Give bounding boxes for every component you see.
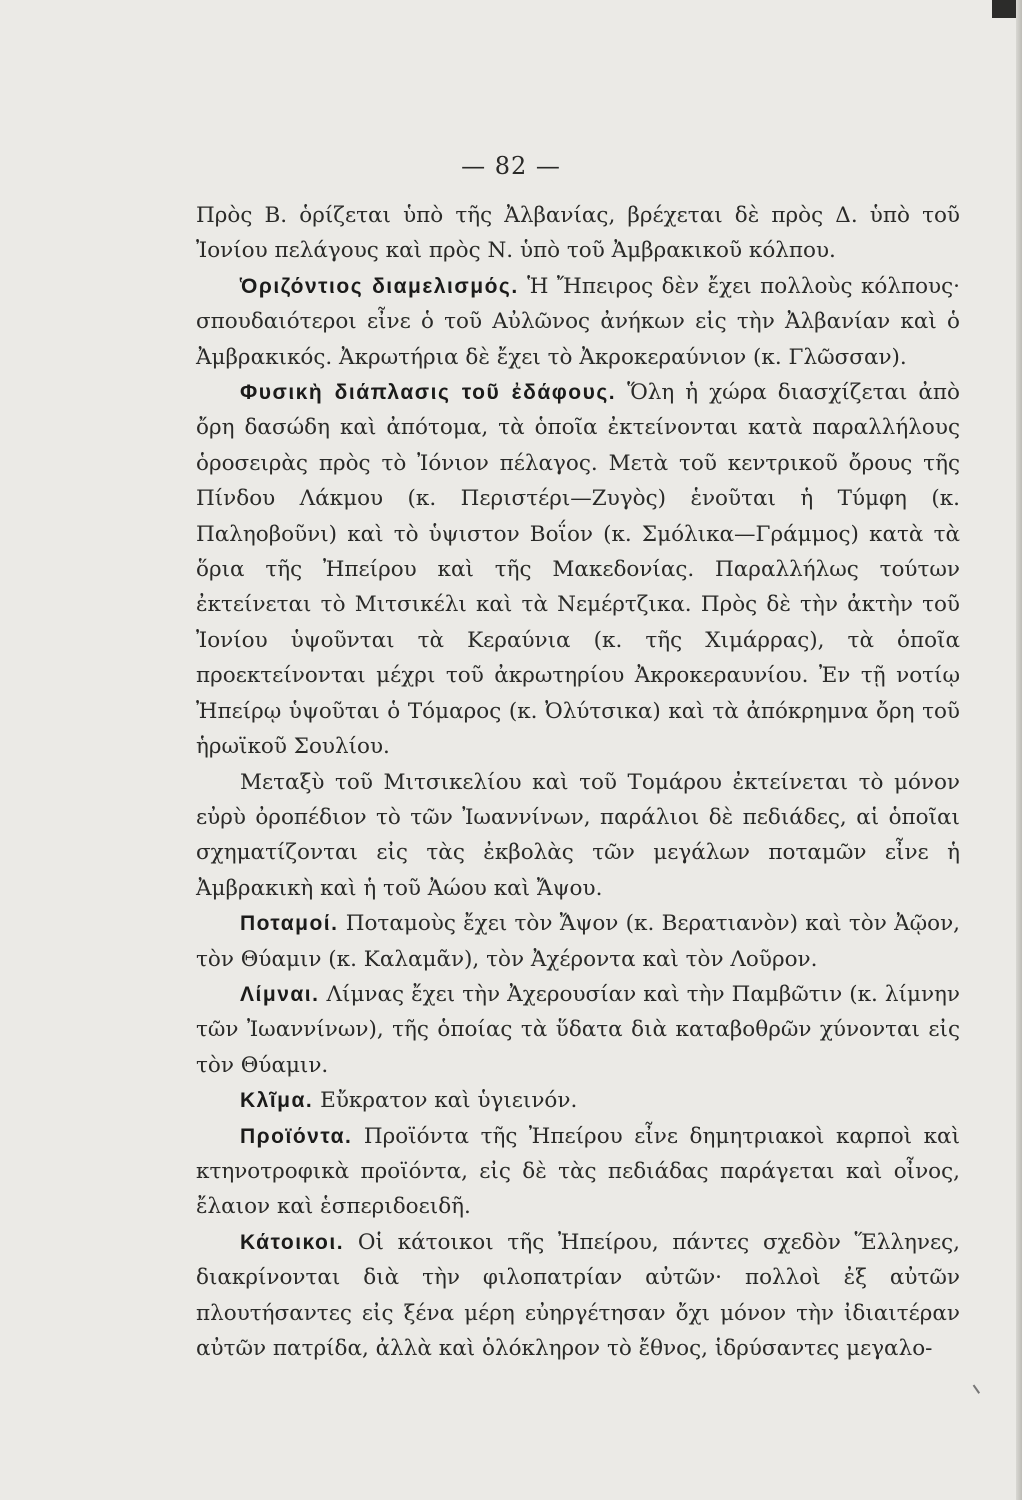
page-number: — 82 —	[461, 152, 561, 180]
body-text	[196, 198, 960, 1366]
paragraph-text: Λίμνας ἔχει τὴν Ἀχερουσίαν καὶ τὴν Παμβῶτιν (κ. λίμνην τῶν Ἰωαννίνων), τῆς ὁποίας τὰ ὕδατα διὰ καταβοθρῶν χύνονται εἰς τὸν Θύαμιν.	[196, 981, 960, 1078]
paragraph-horizontal-division	[196, 269, 960, 375]
paragraph-text: Οἱ κάτοικοι τῆς Ἠπείρου, πάντες σχεδὸν Ἕλληνες, διακρίνονται διὰ τὴν φιλοπατρίαν αὐτῶν· πολλοὶ ἐξ αὐτῶν πλουτήσαντες εἰς ξένα μέρη εὐηργέτησαν ὄχι μόνον τὴν ἰδιαιτέραν αὐτῶν πατρίδα, ἀλλὰ καὶ ὁλόκληρον τὸ ἔθνος, ἱδρύσαντες μεγαλο-	[196, 1229, 960, 1361]
paragraph-text: Προϊόντα τῆς Ἠπείρου εἶνε δημητριακοὶ καρποὶ καὶ κτηνοτροφικὰ προϊόντα, εἰς δὲ τὰς πεδιάδας παράγεται καὶ οἶνος, ἔλαιον καὶ ἑσπεριδοειδῆ.	[196, 1123, 960, 1220]
paragraph-text: Πρὸς Β. ὁρίζεται ὑπὸ τῆς Ἀλβανίας, βρέχεται δὲ πρὸς Δ. ὑπὸ τοῦ Ἰονίου πελάγους καὶ πρὸς Ν. ὑπὸ τοῦ Ἀμβρακικοῦ κόλπου.	[196, 203, 960, 264]
paragraph-intro	[196, 198, 960, 269]
paragraph-text: Ὅλη ἡ χώρα διασχίζεται ἀπὸ ὄρη δασώδη καὶ ἀπότομα, τὰ ὁποῖα ἐκτείνονται κατὰ παραλλήλους ὁροσειρὰς πρὸς τὸ Ἰόνιον πέλαγος. Μετὰ τοῦ κεντρικοῦ ὄρους τῆς Πίνδου Λάκμου (κ. Περιστέρι—Ζυγὸς) ἑνοῦται ἡ Τύμφη (κ. Παληοβοῦνι) καὶ τὸ ὑψιστον Βοΐον (κ. Σμόλικα—Γράμμος) κατὰ τὰ ὅρια τῆς Ἠπείρου καὶ τῆς Μακεδονίας. Παραλλήλως τούτων ἐκτείνεται τὸ Μιτσικέλι καὶ τὰ Νεμέρτζικα. Πρὸς δὲ τὴν ἀκτὴν τοῦ Ἰονίου ὑψοῦνται τὰ Κεραύνια (κ. τῆς Χιμάρρας), τὰ ὁποῖα προεκτείνονται μέχρι τοῦ ἀκρωτηρίου Ἀκροκεραυνίου. Ἐν τῇ νοτίῳ Ἠπείρῳ ὑψοῦται ὁ Τόμαρος (κ. Ὀλύτσικα) καὶ τὰ ἀπόκρημνα ὄρη τοῦ ἡρωϊκοῦ Σουλίου.	[196, 380, 960, 760]
paragraph-rivers	[196, 906, 960, 977]
paragraph-text: Εὔκρατον καὶ ὑγιεινόν.	[320, 1088, 578, 1114]
paragraph-inhabitants	[196, 1225, 960, 1367]
paragraph-text: Ἡ Ἤπειρος δὲν ἔχει πολλοὺς κόλπους· σπουδαιότεροι εἶνε ὁ τοῦ Αὐλῶνος ἀνήκων εἰς τὴν Ἀλβανίαν καὶ ὁ Ἀμβρακικός. Ἀκρωτήρια δὲ ἔχει τὸ Ἀκροκεραύνιον (κ. Γλῶσσαν).	[196, 273, 960, 370]
paragraph-climate	[196, 1083, 960, 1118]
section-heading: Ὁριζόντιος διαμελισμός.	[240, 274, 519, 298]
paragraph-plateau	[196, 765, 960, 907]
stray-ink-mark	[973, 1382, 984, 1394]
section-heading: Προϊόντα.	[240, 1124, 353, 1148]
page-edge	[1016, 0, 1022, 1500]
paragraph-text: Ποταμοὺς ἔχει τὸν Ἄψον (κ. Βερατιανὸν) καὶ τὸν Ἀῷον, τὸν Θύαμιν (κ. Καλαμᾶν), τὸν Ἀχέροντα καὶ τὸν Λοῦρον.	[196, 911, 960, 972]
paragraph-lakes	[196, 977, 960, 1083]
section-heading: Ποταμοί.	[240, 912, 339, 936]
paragraph-text: Μεταξὺ τοῦ Μιτσικελίου καὶ τοῦ Τομάρου ἐκτείνεται τὸ μόνον εὐρὺ ὀροπέδιον τὸ τῶν Ἰωαννίνων, παράλιοι δὲ πεδιάδες, αἱ ὁποῖαι σχηματίζονται εἰς τὰς ἐκβολὰς τῶν μεγάλων ποταμῶν εἶνε ἡ Ἀμβρακικὴ καὶ ἡ τοῦ Ἀώου καὶ Ἄψου.	[196, 769, 960, 901]
section-heading: Φυσικὴ διάπλασις τοῦ ἐδάφους.	[240, 381, 617, 405]
section-heading: Λίμναι.	[240, 982, 320, 1006]
section-heading: Κλῖμα.	[240, 1089, 314, 1113]
paragraph-products	[196, 1119, 960, 1225]
paragraph-terrain	[196, 375, 960, 764]
section-heading: Κάτοικοι.	[240, 1230, 345, 1254]
